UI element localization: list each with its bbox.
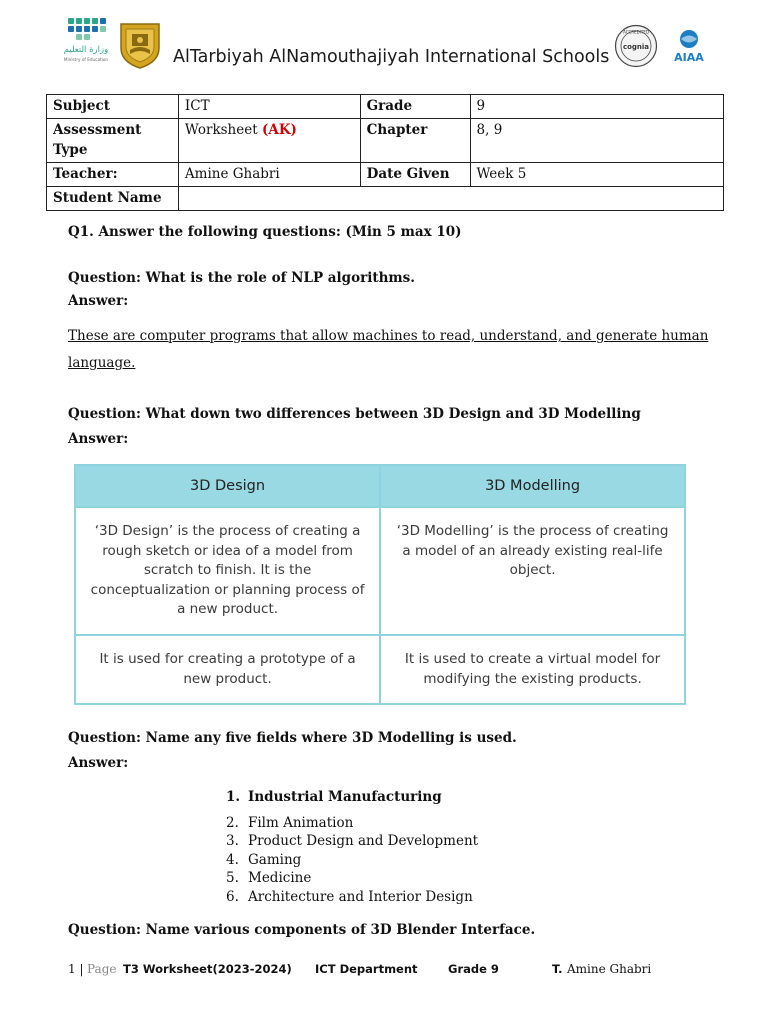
assessment-type-cell: [178, 119, 360, 163]
header-3d-design: 3D Design: [75, 465, 380, 507]
subject-value: ICT: [178, 95, 360, 119]
date-given-value: Week 5: [470, 163, 723, 187]
q1-heading-text: . Answer the following questions: (Min 5 max 10): [89, 224, 462, 240]
teacher-value: Amine Ghabri: [178, 163, 360, 187]
footer-teacher-prefix: T.: [552, 962, 563, 976]
assessment-type-label: Assessment Type: [47, 119, 179, 163]
list-item-text: Gaming: [248, 851, 302, 868]
3d-comparison-table: [74, 464, 686, 705]
answer-label-nlp: Answer:: [68, 293, 129, 309]
chapter-label: Chapter: [360, 119, 470, 163]
footer-page-word: Page: [87, 962, 117, 976]
question-nlp: Question: What is the role of NLP algorithms.: [68, 270, 415, 286]
teacher-label: Teacher:: [47, 163, 179, 187]
grade-label: Grade: [360, 95, 470, 119]
answer-label-3d-fields: Answer:: [68, 755, 129, 771]
list-item: [226, 869, 478, 888]
grade-value: 9: [470, 95, 723, 119]
question-3d-fields: Question: Name any five fields where 3D Modelling is used.: [68, 730, 517, 746]
footer-grade: Grade 9: [448, 962, 499, 976]
assessment-type-value: Worksheet: [184, 122, 258, 138]
student-name-label: Student Name: [47, 187, 179, 211]
school-crest-logo: [118, 20, 162, 70]
list-item-number: 6.: [226, 888, 239, 905]
answer-nlp-line2: language.: [68, 355, 136, 371]
list-item: [226, 888, 478, 907]
question-blender-components: Question: Name various components of 3D Blender Interface.: [68, 922, 536, 938]
aiaa-text: AIAA: [674, 51, 704, 64]
3d-modelling-definition: ‘3D Modelling’ is the process of creating a model of an already existing real-life object.: [380, 507, 685, 635]
fields-list: [226, 788, 478, 906]
3d-design-usage: It is used for creating a prototype of a new product.: [75, 635, 380, 704]
header-3d-modelling: 3D Modelling: [380, 465, 685, 507]
list-item-text: Medicine: [248, 870, 312, 886]
date-given-label: Date Given: [360, 163, 470, 187]
page-header: [0, 0, 768, 92]
footer-teacher: Amine Ghabri: [567, 962, 652, 976]
moe-logo-subtext: Ministry of Education: [63, 57, 109, 62]
list-item-number: 5.: [226, 870, 239, 886]
aiaa-logo: [664, 28, 714, 66]
list-item: [226, 832, 478, 851]
student-name-field[interactable]: [178, 187, 723, 211]
ministry-of-education-logo: [58, 14, 114, 66]
moe-logo-text: وزارة التعليم: [63, 45, 109, 55]
list-item-text: Industrial Manufacturing: [248, 789, 442, 805]
list-item-number: 3.: [226, 833, 239, 849]
answer-nlp-line1: These are computer programs that allow machines to read, understand, and generate human: [68, 328, 709, 344]
list-item-text: Product Design and Development: [248, 833, 479, 849]
list-item: [226, 851, 478, 870]
3d-design-definition: ‘3D Design’ is the process of creating a rough sketch or idea of a model from scratch to finish. It is the conceptualization or planning process of a new product.: [75, 507, 380, 635]
list-item-number: 1.: [226, 789, 241, 805]
subject-label: Subject: [47, 95, 179, 119]
list-item-number: 4.: [226, 851, 239, 868]
q1-prefix: Q1: [68, 224, 90, 240]
cognia-text: cognia: [622, 43, 650, 51]
list-item-text: Film Animation: [248, 814, 354, 831]
school-name: AlTarbiyah AlNamouthajiyah International Schools: [173, 47, 610, 67]
answer-label-3d-differences: Answer:: [68, 431, 129, 447]
footer-page-number: 1 |: [68, 962, 84, 976]
footer-department: ICT Department: [315, 962, 418, 976]
3d-modelling-usage: It is used to create a virtual model for modifying the existing products.: [380, 635, 685, 704]
answer-key-tag: (AK): [261, 122, 297, 138]
question-3d-differences: Question: What down two differences between 3D Design and 3D Modelling: [68, 406, 641, 422]
chapter-value: 8, 9: [470, 119, 723, 163]
worksheet-info-table: [46, 94, 724, 211]
list-item-number: 2.: [226, 814, 239, 831]
list-item: [226, 788, 478, 807]
list-item: [226, 814, 478, 833]
cognia-accreditation-seal: [614, 24, 658, 68]
q1-heading: [68, 224, 462, 240]
footer-worksheet: T3 Worksheet(2023-2024): [123, 962, 292, 976]
cognia-ring-text: ACCREDITED: [623, 29, 649, 35]
list-item-text: Architecture and Interior Design: [248, 888, 473, 905]
